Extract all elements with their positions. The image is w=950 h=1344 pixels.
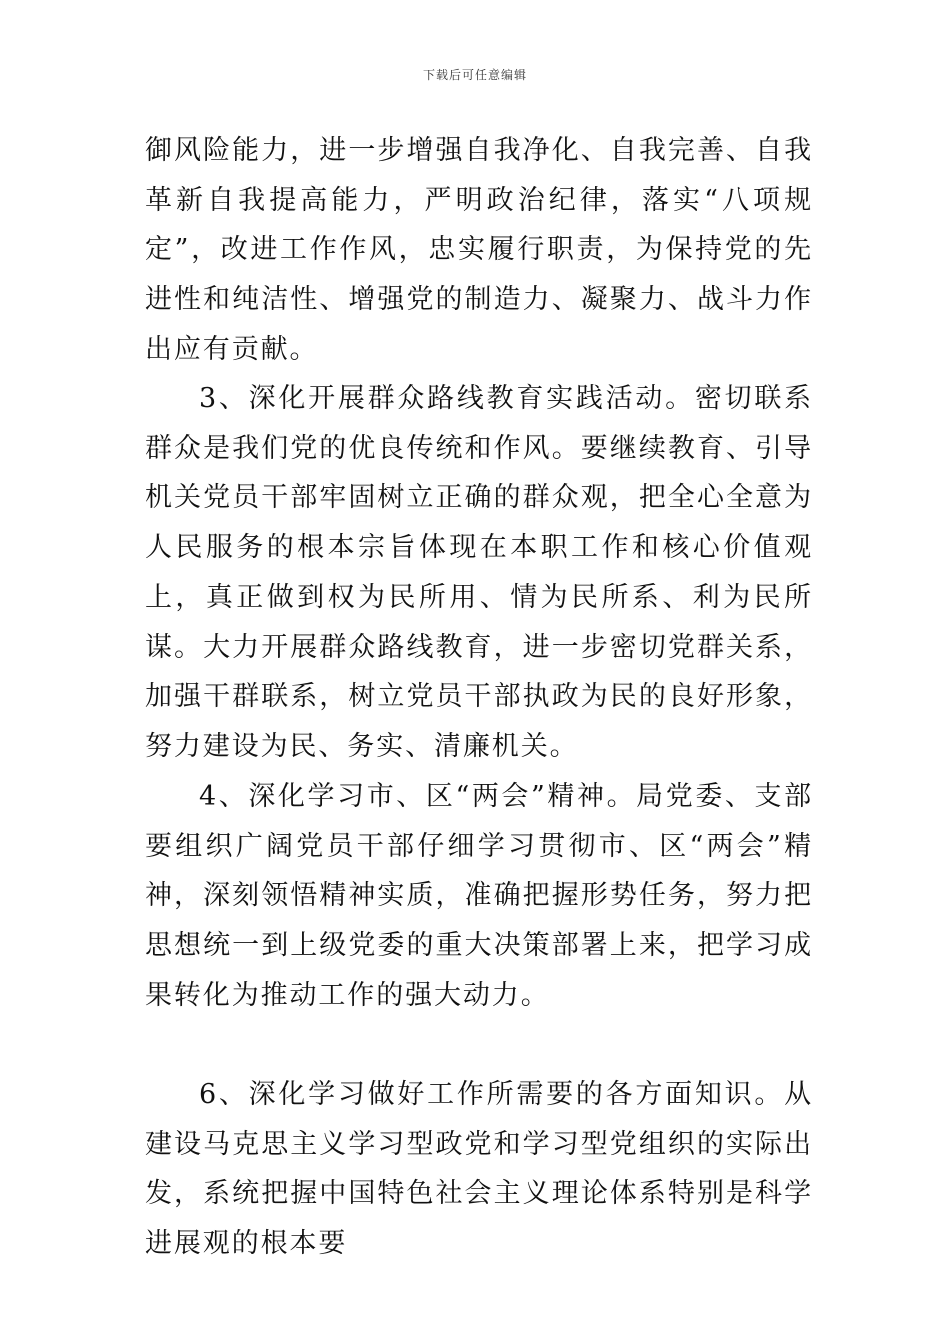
paragraph-continuation: 御风险能力，进一步增强自我净化、自我完善、自我革新自我提高能力，严明政治纪律，落实“八项规定”，改进工作作风，忠实履行职责，为保持党的先进性和纯洁性、增强党的制造力、凝聚力、战斗力作出应有贡献。: [145, 135, 813, 365]
page-header-note: 下载后可任意编辑: [422, 68, 527, 82]
paragraph-item-4: 4、深化学习市、区“两会”精神。局党委、支部要组织广阔党员干部仔细学习贯彻市、区“两会”精神，深刻领悟精神实质，准确把握形势任务，努力把思想统一到上级党委的重大决策部署上来，把学习成果转化为推动工作的强大动力。: [145, 781, 813, 1011]
paragraph-item-3: 3、深化开展群众路线教育实践活动。密切联系群众是我们党的优良传统和作风。要继续教育、引导机关党员干部牢固树立正确的群众观，把全心全意为人民服务的根本宗旨体现在本职工作和核心价值观上，真正做到权为民所用、情为民所系、利为民所谋。大力开展群众路线教育，进一步密切党群关系，加强干群联系，树立党员干部执政为民的良好形象，努力建设为民、务实、清廉机关。: [145, 383, 813, 762]
paragraph-item-6: 6、深化学习做好工作所需要的各方面知识。从建设马克思主义学习型政党和学习型党组织的实际出发，系统把握中国特色社会主义理论体系特别是科学进展观的根本要: [145, 1079, 813, 1260]
